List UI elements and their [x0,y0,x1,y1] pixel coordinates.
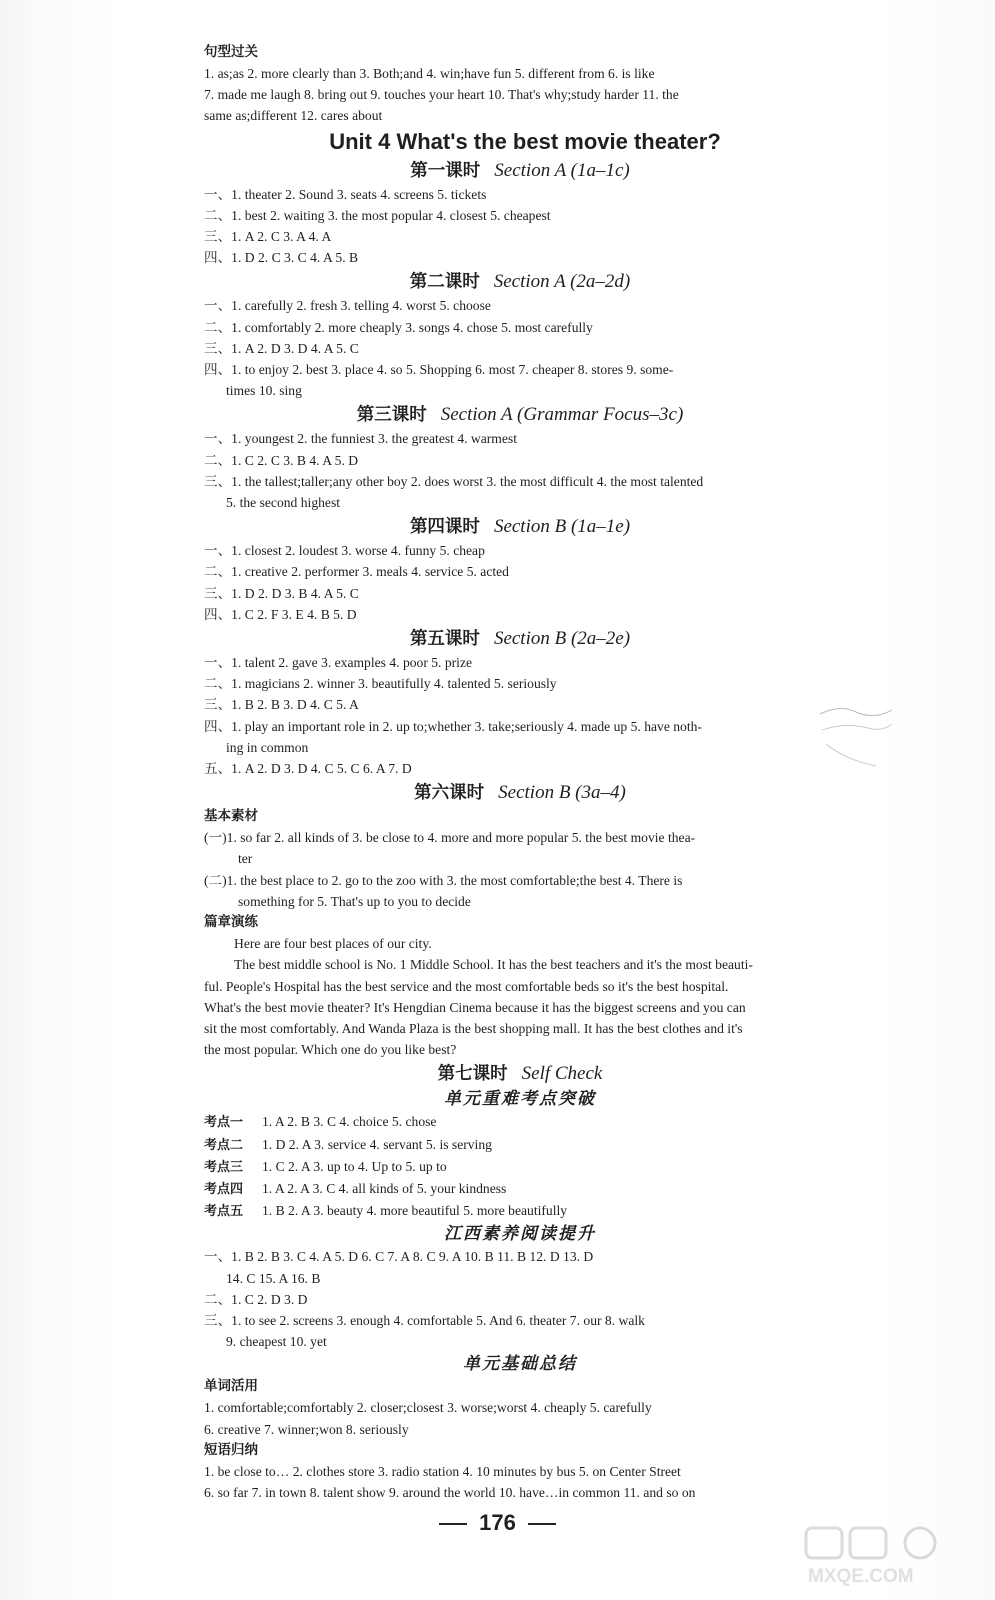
key-point-answers: 1. B 2. A 3. beauty 4. more beautiful 5. more beautifully [262,1203,568,1219]
answer-line: 二、1. best 2. waiting 3. the most popular 4. closest 5. cheapest [204,207,551,223]
key-point-label: 考点五 [204,1204,244,1220]
answer-line: 一、1. carefully 2. fresh 3. telling 4. worst 5. choose [204,298,491,314]
answer-line: 二、1. creative 2. performer 3. meals 4. service 5. acted [204,564,509,580]
answer-line: 四、1. to enjoy 2. best 3. place 4. so 5. Shopping 6. most 7. cheaper 8. stores 9. some- [204,362,674,378]
key-point-answers: 1. D 2. A 3. service 4. servant 5. is serving [262,1136,492,1152]
dash-right [528,1523,556,1525]
answer-line: (二)1. the best place to 2. go to the zoo with 3. the most comfortable;the best 4. There is [204,872,683,888]
key-point-label: 考点一 [204,1115,244,1131]
answer-line: 二、1. C 2. C 3. B 4. A 5. D [204,452,359,468]
essay-line: sit the most comfortably. And Wanda Plaza is the best shopping mall. It has the best clothes and it's [204,1020,743,1036]
key-point-answers: 1. C 2. A 3. up to 4. Up to 5. up to [262,1158,447,1174]
watermark-text: MXQE.COM [808,1566,914,1587]
lesson-en-label: Section A (2a–2d) [493,271,631,293]
lesson-en-label: Section B (2a–2e) [493,628,631,650]
answer-line: 6. so far 7. in town 8. talent show 9. around the world 10. have…in common 11. and so on [204,1484,696,1500]
answer-line: 一、1. youngest 2. the funniest 3. the greatest 4. warmest [204,431,517,447]
answer-line: 二、1. comfortably 2. more cheaply 3. songs 4. chose 5. most carefully [204,319,593,335]
subheading-phrases: 短语归纳 [204,1441,258,1458]
answer-line: 三、1. A 2. D 3. D 4. A 5. C [204,340,359,356]
key-point-row [204,1134,836,1156]
key-point-row [204,1156,836,1178]
key-point-label: 考点三 [204,1159,244,1175]
lesson-4-title [204,513,836,540]
lesson-en-label: Self Check [521,1063,603,1085]
essay-line: What's the best movie theater? It's Hengdian Cinema because it has the biggest screens and you can [204,999,746,1015]
lesson-1-title [204,157,836,184]
answer-line: 6. creative 7. winner;won 8. seriously [204,1421,409,1437]
answer-line: 三、1. A 2. C 3. A 4. A [204,229,332,245]
answer-line: 三、1. to see 2. screens 3. enough 4. comfortable 5. And 6. theater 7. our 8. walk [204,1312,645,1328]
answer-line: 1. comfortable;comfortably 2. closer;closest 3. worse;worst 4. cheaply 5. carefully [204,1400,652,1416]
answer-line: 1. be close to… 2. clothes store 3. radio station 4. 10 minutes by bus 5. on Center Street [204,1463,681,1479]
answer-line: 四、1. play an important role in 2. up to;whether 3. take;seriously 4. made up 5. have noth- [204,718,702,734]
key-point-row [204,1111,836,1133]
lesson-6-title [204,779,836,806]
key-point-answers: 1. A 2. A 3. C 4. all kinds of 5. your kindness [262,1180,507,1196]
answer-line: 五、1. A 2. D 3. D 4. C 5. C 6. A 7. D [204,761,412,777]
answer-line-continued: something for 5. That's up to you to decide [238,893,471,909]
lesson-cn-label: 第三课时 [356,405,427,426]
lesson-2-title [204,268,836,295]
key-point-row [204,1200,836,1222]
answer-line-continued: times 10. sing [226,383,302,399]
lesson-en-label: Section B (3a–4) [498,782,626,804]
art-heading-reading: 江西素养阅读提升 [444,1224,596,1245]
subheading-basic-material: 基本素材 [204,808,258,825]
lesson-en-label: Section A (Grammar Focus–3c) [440,404,684,426]
key-point-answers: 1. A 2. B 3. C 4. choice 5. chose [262,1114,437,1130]
unit-title: Unit 4 What's the best movie theater? [329,128,721,154]
page-number-text: 176 [479,1510,516,1535]
key-point-row [204,1178,836,1200]
essay-line: ful. People's Hospital has the best service and the most comfortable beds so it's the best hospital. [204,978,729,994]
lesson-cn-label: 第二课时 [409,272,480,293]
site-watermark-logo [800,1524,980,1588]
answer-line-continued: 5. the second highest [226,495,341,511]
dash-left [439,1523,467,1525]
answer-content [204,42,836,1503]
section-heading-sentence-patterns: 句型过关 [204,44,258,60]
answer-line: 1. as;as 2. more clearly than 3. Both;and 4. win;have fun 5. different from 6. is like [204,66,655,81]
lesson-cn-label: 第一课时 [410,160,481,181]
answer-line-continued: ing in common [226,739,309,755]
answer-line-continued: ter [238,851,253,867]
answer-line: (一)1. so far 2. all kinds of 3. be close to 4. more and more popular 5. the best movie thea- [204,830,696,846]
essay-line: The best middle school is No. 1 Middle School. It has the best teachers and it's the most beauti- [234,957,753,973]
essay-line: the most popular. Which one do you like best? [204,1042,457,1058]
answer-line: 三、1. B 2. B 3. D 4. C 5. A [204,697,359,713]
lesson-cn-label: 第六课时 [414,783,485,804]
answer-line: 二、1. magicians 2. winner 3. beautifully 4. talented 5. seriously [204,676,557,692]
handwritten-note-mark [816,700,896,770]
lesson-5-title [204,625,836,652]
answer-line: 一、1. talent 2. gave 3. examples 4. poor 5. prize [204,655,473,671]
subheading-word-usage: 单词活用 [204,1378,258,1395]
lesson-3-title [204,401,836,428]
answer-line-continued: 14. C 15. A 16. B [226,1270,321,1286]
subheading-writing-practice: 篇章演练 [204,914,258,931]
answer-line: 四、1. C 2. F 3. E 4. B 5. D [204,606,357,622]
answer-line: 一、1. theater 2. Sound 3. seats 4. screens 5. tickets [204,186,487,202]
lesson-cn-label: 第四课时 [409,517,480,538]
answer-line: 二、1. C 2. D 3. D [204,1291,308,1307]
lesson-en-label: Section A (1a–1c) [494,159,630,181]
art-heading-key-points: 单元重难考点突破 [444,1089,596,1110]
lesson-en-label: Section B (1a–1e) [493,516,631,538]
key-point-label: 考点四 [204,1181,244,1197]
answer-line: 三、1. the tallest;taller;any other boy 2. does worst 3. the most difficult 4. the most talented [204,473,704,489]
lesson-7-title [204,1060,836,1087]
answer-line: 四、1. D 2. C 3. C 4. A 5. B [204,250,359,266]
answer-line: 一、1. B 2. B 3. C 4. A 5. D 6. C 7. A 8. C 9. A 10. B 11. B 12. D 13. D [204,1249,594,1265]
answer-line-continued: 9. cheapest 10. yet [226,1334,327,1350]
answer-line: 7. made me laugh 8. bring out 9. touches your heart 10. That's why;study harder 11. the [204,87,679,103]
lesson-cn-label: 第五课时 [409,629,480,650]
answer-line: same as;different 12. cares about [204,108,383,124]
art-heading-summary: 单元基础总结 [463,1354,577,1375]
lesson-cn-label: 第七课时 [437,1064,508,1085]
answer-line: 三、1. D 2. D 3. B 4. A 5. C [204,585,359,601]
answer-line: 一、1. closest 2. loudest 3. worse 4. funny 5. cheap [204,543,485,559]
key-point-label: 考点二 [204,1137,244,1153]
essay-line: Here are four best places of our city. [234,936,432,952]
